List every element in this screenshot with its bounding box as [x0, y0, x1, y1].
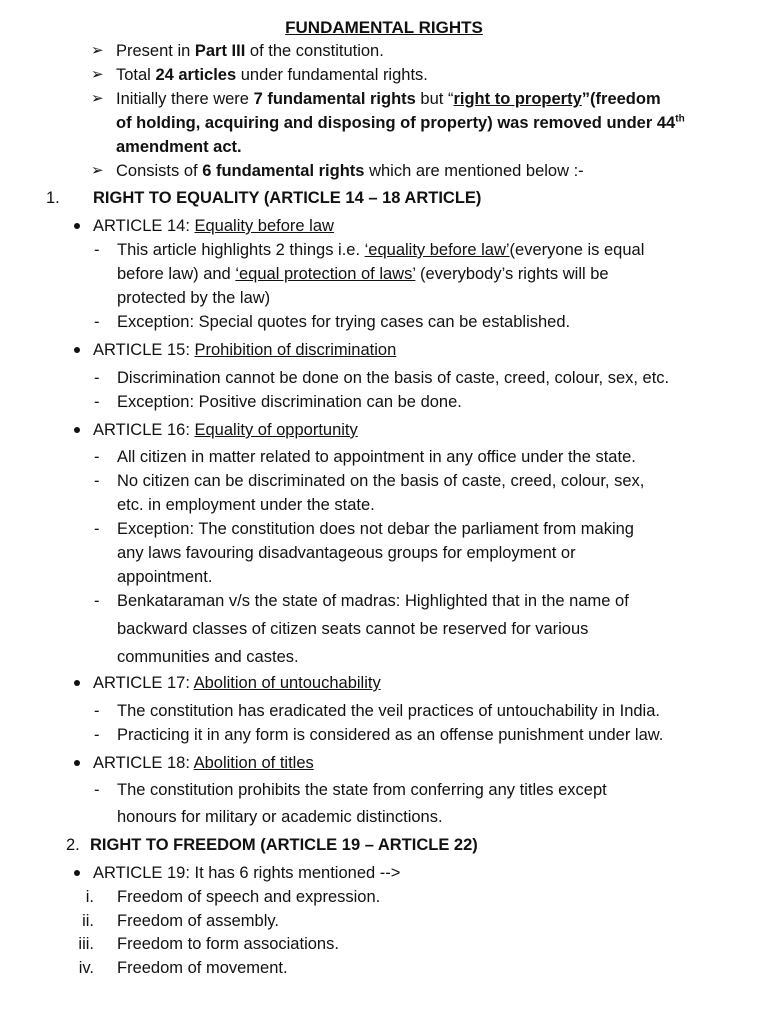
article-label: ARTICLE 16: [93, 421, 195, 439]
intro-item-part-iii [116, 40, 384, 62]
article-14-heading [93, 215, 334, 237]
intro-text: but “ [415, 90, 454, 108]
right-to-property-text: right to property [453, 90, 582, 108]
intro-bold: of holding, acquiring and disposing of property) was removed under 44 [116, 114, 676, 132]
dash-icon: - [94, 520, 100, 538]
section-number: 2. [66, 836, 80, 854]
page-title: FUNDAMENTAL RIGHTS [285, 18, 483, 37]
article-16-detail-4-line3: communities and castes. [117, 648, 299, 666]
article-label: ARTICLE 17: [93, 674, 194, 692]
article-16-detail-4-line2: backward classes of citizen seats cannot be reserved for various [117, 620, 589, 638]
dash-icon: - [94, 592, 100, 610]
article-14-detail-1-line3: protected by the law) [117, 289, 271, 307]
roman-numeral: iii. [78, 935, 94, 953]
intro-bold: 24 articles [155, 66, 237, 84]
intro-text: under fundamental rights. [236, 66, 428, 84]
dash-icon: - [94, 393, 100, 411]
intro-text: Total [116, 66, 156, 84]
article-label: ARTICLE 15: [93, 341, 195, 359]
intro-item-initial-rights-line3: amendment act. [116, 138, 242, 156]
roman-numeral: ii. [82, 912, 94, 930]
bullet-icon [74, 680, 80, 686]
article-16-detail-3-line2: any laws favouring disadvantageous groups for employment or [117, 544, 576, 562]
intro-bold: ”(freedom [581, 90, 661, 108]
intro-text: Initially there were [116, 90, 254, 108]
arrow-bullet-icon: ➢ [91, 162, 104, 179]
article-18-detail-1: The constitution prohibits the state from conferring any titles except [117, 781, 607, 799]
article-16-detail-1: All citizen in matter related to appointment in any office under the state. [117, 448, 636, 466]
article-15-detail-1: Discrimination cannot be done on the basis of caste, creed, colour, sex, etc. [117, 369, 670, 387]
article-17-heading [93, 672, 381, 694]
section-heading-equality: RIGHT TO EQUALITY (ARTICLE 14 – 18 ARTICLE) [93, 189, 482, 207]
article-16-detail-2-line2: etc. in employment under the state. [117, 496, 375, 514]
article-18-heading [93, 752, 314, 774]
dash-icon: - [94, 472, 100, 490]
section-number: 1. [46, 189, 60, 207]
intro-item-initial-rights-line2 [116, 112, 685, 134]
article-16-heading [93, 419, 358, 441]
article-14-detail-1 [117, 239, 644, 261]
bullet-icon [74, 223, 80, 229]
bullet-icon [74, 870, 80, 876]
article-15-detail-2: Exception: Positive discrimination can be done. [117, 393, 462, 411]
detail-underlined: ‘equal protection of laws’ [235, 265, 416, 283]
article-19-heading: ARTICLE 19: It has 6 rights mentioned --> [93, 864, 401, 882]
article-topic: Prohibition of discrimination [194, 341, 397, 359]
detail-text: (everybody’s rights will be [415, 265, 609, 283]
bullet-icon [74, 427, 80, 433]
dash-icon: - [94, 781, 100, 799]
dash-icon: - [94, 369, 100, 387]
arrow-bullet-icon: ➢ [91, 90, 104, 107]
intro-bold: 6 fundamental rights [202, 162, 365, 180]
arrow-bullet-icon: ➢ [91, 42, 104, 59]
detail-text: (everyone is equal [509, 241, 645, 259]
article-19-item: Freedom of speech and expression. [117, 888, 381, 906]
intro-text: of the constitution. [245, 42, 384, 60]
article-19-item: Freedom of assembly. [117, 912, 280, 930]
article-topic: Abolition of untouchability [193, 674, 381, 692]
intro-item-total-articles [116, 64, 428, 86]
roman-numeral: iv. [78, 959, 94, 977]
dash-icon: - [94, 241, 100, 259]
article-16-detail-3-line3: appointment. [117, 568, 213, 586]
article-15-heading [93, 339, 396, 361]
intro-item-initial-rights [116, 88, 661, 110]
intro-text: which are mentioned below :- [364, 162, 584, 180]
article-16-detail-2: No citizen can be discriminated on the basis of caste, creed, colour, sex, [117, 472, 645, 490]
bullet-icon [74, 760, 80, 766]
dash-icon: - [94, 726, 100, 744]
article-topic: Equality of opportunity [194, 421, 358, 439]
intro-bold: Part III [194, 42, 246, 60]
arrow-bullet-icon: ➢ [91, 66, 104, 83]
article-17-detail-1: The constitution has eradicated the veil practices of untouchability in India. [117, 702, 660, 720]
article-14-detail-1-line2 [117, 263, 609, 285]
dash-icon: - [94, 448, 100, 466]
article-label: ARTICLE 14: [93, 217, 195, 235]
intro-item-consists [116, 160, 584, 182]
dash-icon: - [94, 702, 100, 720]
section-heading-freedom: RIGHT TO FREEDOM (ARTICLE 19 – ARTICLE 22) [90, 836, 478, 854]
article-18-detail-1-line2: honours for military or academic distinctions. [117, 808, 443, 826]
article-19-item: Freedom to form associations. [117, 935, 339, 953]
article-16-detail-4: Benkataraman v/s the state of madras: Highlighted that in the name of [117, 592, 629, 610]
roman-numeral: i. [85, 888, 94, 906]
intro-text: Consists of [116, 162, 203, 180]
article-label: ARTICLE 18: [93, 754, 194, 772]
intro-text: Present in [116, 42, 195, 60]
detail-text: before law) and [117, 265, 236, 283]
intro-bold: 7 fundamental rights [253, 90, 416, 108]
article-16-detail-3: Exception: The constitution does not debar the parliament from making [117, 520, 634, 538]
detail-underlined: ‘equality before law’ [364, 241, 510, 259]
article-topic: Abolition of titles [193, 754, 314, 772]
bullet-icon [74, 347, 80, 353]
article-19-item: Freedom of movement. [117, 959, 288, 977]
detail-text: This article highlights 2 things i.e. [117, 241, 365, 259]
article-topic: Equality before law [194, 217, 334, 235]
article-17-detail-2: Practicing it in any form is considered as an offense punishment under law. [117, 726, 664, 744]
dash-icon: - [94, 313, 100, 331]
superscript: th [675, 113, 685, 125]
article-14-detail-2: Exception: Special quotes for trying cases can be established. [117, 313, 571, 331]
